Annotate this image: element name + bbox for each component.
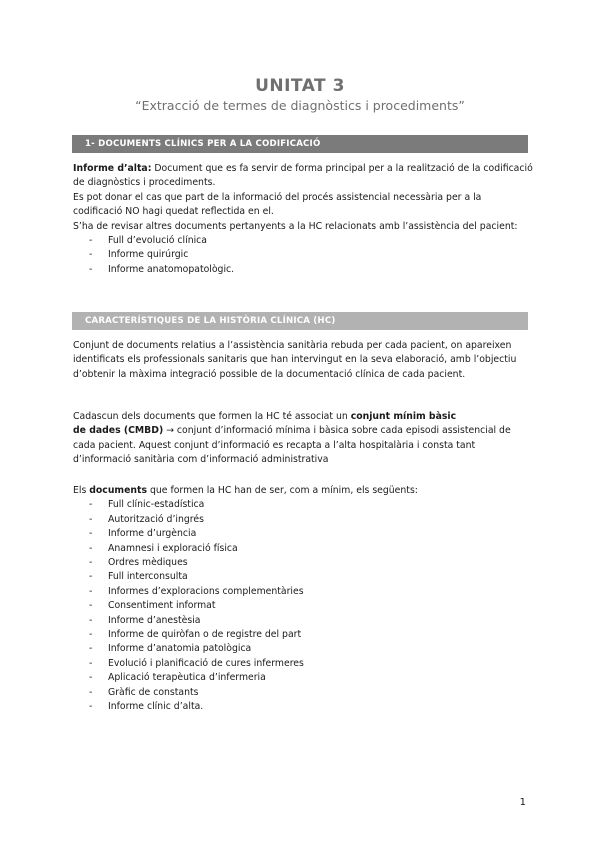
term-informe-alta: Informe d’alta: bbox=[73, 163, 152, 174]
related-documents-list bbox=[73, 234, 533, 277]
section-documents-body bbox=[73, 162, 533, 277]
section-documents-list bbox=[73, 484, 533, 715]
list-item: - Full d’evolució clínica bbox=[73, 234, 533, 248]
list-item: - Full clínic-estadística bbox=[73, 498, 533, 512]
paragraph-cmbd bbox=[73, 410, 533, 468]
section-hc-body bbox=[73, 339, 533, 382]
intro-bold-documents: documents bbox=[89, 485, 148, 496]
list-item: - Informe de quiròfan o de registre del part bbox=[73, 628, 533, 642]
list-item: - Informe d’urgència bbox=[73, 527, 533, 541]
page-subtitle: “Extracció de termes de diagnòstics i procediments” bbox=[135, 98, 465, 113]
paragraph-hc-definition: Conjunt de documents relatius a l’assistència sanitària rebuda per cada pacient, on apareixen identificats els professionals sanitaris que han intervingut en la seva elaboració, amb l’objectiu d’obtenir la màxima integració possible de la documentació clínica de cada pacient. bbox=[73, 340, 517, 380]
section-heading-hc: CARACTERÍSTIQUES DE LA HISTÒRIA CLÍNICA (HC) bbox=[72, 312, 528, 330]
page-title: UNITAT 3 bbox=[255, 76, 345, 96]
cmbd-bold-term-1: conjunt mínim bàsic bbox=[350, 411, 457, 422]
section-cmbd bbox=[73, 410, 533, 468]
list-item: - Full interconsulta bbox=[73, 570, 533, 584]
list-item: - Anamnesi i exploració física bbox=[73, 542, 533, 556]
list-item: - Ordres mèdiques bbox=[73, 556, 533, 570]
list-item: - Informe clínic d’alta. bbox=[73, 700, 533, 714]
paragraph-line3: S’ha de revisar altres documents pertanyents a la HC relacionats amb l’assistència del pacient: bbox=[73, 220, 518, 232]
hc-documents-list bbox=[73, 498, 533, 714]
paragraph-informe-alta bbox=[73, 162, 533, 191]
list-item: - Informe d’anatomia patològica bbox=[73, 642, 533, 656]
section-heading-documents: 1- DOCUMENTS CLÍNICS PER A LA CODIFICACIÓ bbox=[72, 135, 528, 153]
list-item: - Evolució i planificació de cures infermeres bbox=[73, 657, 533, 671]
cmbd-text-end: → conjunt d’informació mínima i bàsica sobre cada episodi assistencial de cada pacient. Aquest conjunt d’informació es recapta a l’alta hospitalària i consta tant d’informació sanitària com d’informació administrativa bbox=[73, 425, 511, 466]
list-item: - Informes d’exploracions complementàries bbox=[73, 585, 533, 599]
intro-text-end: que formen la HC han de ser, com a mínim, els següents: bbox=[147, 485, 418, 496]
list-item: - Informe d’anestèsia bbox=[73, 614, 533, 628]
list-item: - Gràfic de constants bbox=[73, 686, 533, 700]
cmbd-bold-term-2: de dades (CMBD) bbox=[73, 425, 164, 437]
page-number: 1 bbox=[519, 797, 526, 808]
paragraph-documents-intro bbox=[73, 484, 533, 498]
cmbd-text-start: Cadascun dels documents que formen la HC té associat un bbox=[73, 411, 351, 422]
intro-text-start: Els bbox=[73, 485, 90, 496]
list-item: - Consentiment informat bbox=[73, 599, 533, 613]
definition-informe-alta: Document que es fa servir de forma principal per a la realització de la codificació de diagnòstics i procediments. bbox=[73, 163, 533, 189]
list-item: - Informe quirúrgic bbox=[73, 248, 533, 262]
list-item: - Informe anatomopatològic. bbox=[73, 263, 533, 277]
list-item: - Autorització d’ingrés bbox=[73, 513, 533, 527]
list-item: - Aplicació terapèutica d’infermeria bbox=[73, 671, 533, 685]
paragraph-line2: Es pot donar el cas que part de la informació del procés assistencial necessària per a la codificació NO hagi quedat reflectida en el. bbox=[73, 191, 482, 218]
